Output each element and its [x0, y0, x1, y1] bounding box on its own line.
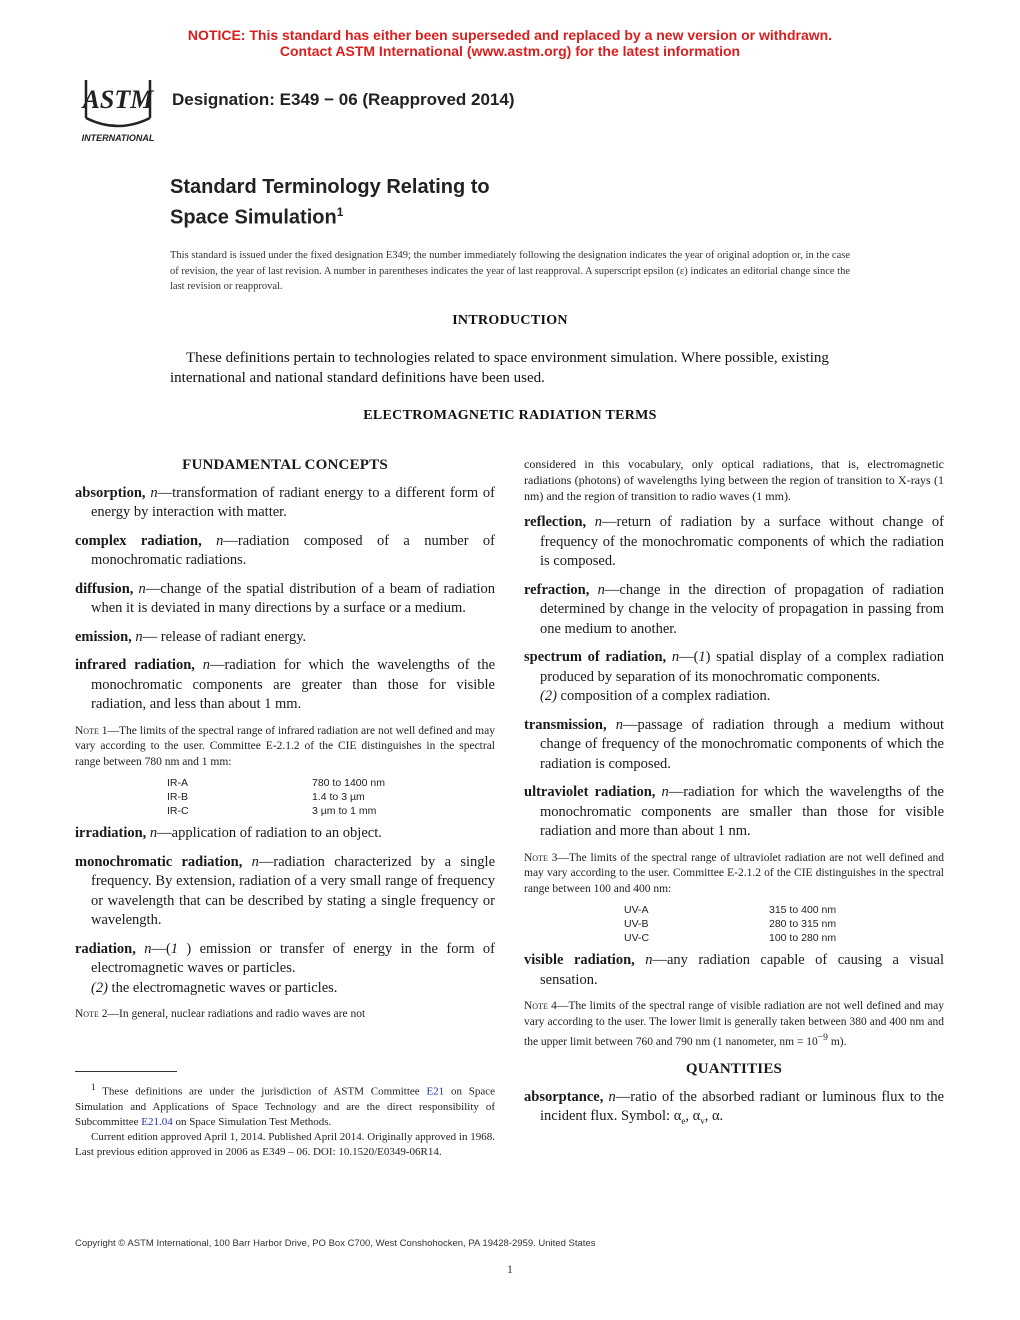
- term-name: diffusion,: [75, 580, 134, 597]
- logo-bottom-text: INTERNATIONAL: [81, 133, 155, 143]
- term-radiation-sense-2: [91, 979, 495, 999]
- symbol-subscript: e: [681, 1116, 686, 1127]
- introduction-heading: INTRODUCTION: [452, 313, 568, 328]
- term-name: refraction,: [524, 581, 590, 598]
- term-radiation: [75, 940, 495, 979]
- table-row: [167, 804, 385, 818]
- symbol: α: [692, 1108, 701, 1125]
- range-cell: 100 to 280 nm: [769, 932, 837, 944]
- right-column: [524, 456, 944, 1141]
- left-column: [75, 456, 495, 1029]
- committee-e21-link[interactable]: E21: [426, 1085, 445, 1098]
- quantities-heading: QUANTITIES: [685, 1061, 783, 1078]
- term-pos: n: [251, 853, 259, 870]
- fundamental-concepts-heading: FUNDAMENTAL CONCEPTS: [182, 457, 388, 473]
- term-transmission: [524, 716, 944, 775]
- note-label: Note 4: [524, 1000, 557, 1012]
- table-row: [167, 776, 385, 790]
- term-definition: ) spatial display of a complex radiation produced by separation of its monochromatic components.: [540, 649, 945, 685]
- term-irradiation: [75, 824, 495, 844]
- term-definition: —radiation for which the wavelengths of the monochromatic components are greater than those for visible radiation, and less than about 1 mm.: [91, 657, 496, 712]
- band-cell: IR-C: [167, 805, 189, 817]
- term-definition: the electromagnetic waves or particles.: [107, 979, 338, 996]
- note-1: [75, 724, 495, 771]
- term-pos: n: [594, 514, 603, 530]
- term-absorptance: [524, 1088, 944, 1132]
- term-definition: ) emission or transfer of energy in the form of electromagnetic waves or particles.: [91, 940, 495, 976]
- note-text: —The limits of the spectral range of ultraviolet radiation are not well defined and may vary according to the user. Committee E-2.1.2 of the CIE distinguishes in the spectral range between 100 and 400 nm:: [524, 851, 944, 895]
- title-line-2: Space Simulation: [170, 206, 337, 229]
- note-text: —The limits of the spectral range of infrared radiation are not well defined and may vary according to the user. Committee E-2.1.2 of the CIE distinguishes in the spectral range between 780 nm and 1 mm:: [75, 724, 495, 768]
- symbol: α: [711, 1108, 720, 1125]
- range-cell: 780 to 1400 nm: [312, 777, 385, 789]
- band-cell: UV-A: [624, 904, 649, 916]
- symbol-subscript: v: [700, 1116, 705, 1127]
- logo-top-text: ASTM: [82, 85, 154, 114]
- ultraviolet-range-table: [624, 903, 836, 945]
- term-definition: —transformation of radiant energy to a different form of energy by interaction with matter.: [91, 484, 496, 520]
- term-pos: n: [150, 484, 158, 501]
- table-row: [624, 917, 836, 931]
- footnote-mark: 1: [91, 1082, 96, 1092]
- band-cell: UV-B: [624, 918, 649, 930]
- terminator: .: [719, 1108, 724, 1125]
- subcommittee-e2104-link[interactable]: E21.04: [141, 1115, 173, 1128]
- term-spectrum-of-radiation: [524, 648, 944, 687]
- footnote-text: on Space Simulation and Applications of Space Technology and are the direct responsibility of Subcommittee: [75, 1085, 495, 1128]
- table-row: [167, 790, 385, 804]
- introduction-text: These definitions pertain to technologies related to space environment simulation. Where possible, existing international and national standard definitions have been used.: [170, 350, 829, 386]
- term-definition: —radiation for which the wavelengths of the monochromatic components are smaller than those for visible radiation and more than about 1 nm.: [540, 784, 944, 839]
- term-name: visible radiation,: [524, 952, 635, 968]
- band-cell: IR-B: [167, 791, 188, 803]
- term-name: emission,: [75, 628, 132, 645]
- note-4: [524, 999, 944, 1050]
- term-name: irradiation,: [75, 825, 147, 841]
- sense-number: 1: [170, 940, 179, 957]
- term-name: absorptance,: [524, 1088, 604, 1105]
- range-cell: 3 µm to 1 mm: [312, 805, 377, 817]
- range-cell: 1.4 to 3 µm: [312, 791, 365, 803]
- separator: ,: [704, 1108, 712, 1125]
- term-complex-radiation: [75, 532, 495, 571]
- term-pos: n: [645, 952, 653, 968]
- document-title: [170, 175, 490, 231]
- term-pos: n: [144, 940, 152, 957]
- footnote: [75, 1080, 495, 1160]
- term-absorption: [75, 484, 495, 523]
- astm-logo: [72, 74, 164, 144]
- term-emission: [75, 628, 495, 648]
- term-infrared-radiation: [75, 656, 495, 715]
- range-cell: 280 to 315 nm: [769, 918, 837, 930]
- term-definition: —radiation composed of a number of monochromatic radiations.: [91, 532, 496, 568]
- term-refraction: [524, 581, 944, 640]
- note-label: Note 2: [75, 1008, 108, 1020]
- term-name: transmission,: [524, 716, 607, 733]
- term-definition: —radiation characterized by a single frequency. By extension, radiation of a very small range of frequency or wavelength that can be described by stating a single frequency or wavelength.: [91, 853, 496, 928]
- term-reflection: [524, 513, 944, 572]
- note-3: [524, 851, 944, 898]
- term-name: radiation,: [75, 940, 136, 957]
- footnote-text: on Space Simulation Test Methods.: [172, 1115, 332, 1128]
- term-name: reflection,: [524, 514, 587, 530]
- term-definition: —ratio of the absorbed radiant or luminous flux to the incident flux. Symbol:: [540, 1088, 945, 1125]
- title-footnote-mark: 1: [336, 205, 344, 219]
- symbol: α: [673, 1108, 682, 1125]
- term-name: infrared radiation,: [75, 657, 195, 673]
- note-text: —The limits of the spectral range of visible radiation are not well defined and may vary according to the user. The lower limit is generally taken between 380 and 400 nm and the upper limit between 760 and 790 nm (1 nanometer, nm = 10: [524, 1000, 945, 1048]
- issued-note: This standard is issued under the fixed designation E349; the number immediately following the designation indicates the year of original adoption or, in the case of revision, the year of last revision. A number in parentheses indicates the year of last reapproval. A superscript epsilon (ε) indicates an editorial change since the last revision or reapproval.: [170, 250, 850, 292]
- term-spectrum-sense-2: [540, 687, 944, 707]
- superseded-notice: [0, 27, 1020, 59]
- footnote-edition: Current edition approved April 1, 2014. Published April 2014. Originally approved in 1968. Last previous edition approved in 2006 as E349 – 06. DOI: 10.1520/E0349-06R14.: [75, 1130, 495, 1158]
- footnote-jurisdiction: [75, 1080, 495, 1130]
- term-name: absorption,: [75, 484, 146, 501]
- term-name: ultraviolet radiation,: [524, 784, 656, 800]
- term-definition: —change of the spatial distribution of a beam of radiation when it is deviated in many directions by a surface or a medium.: [91, 580, 496, 616]
- term-name: spectrum of radiation,: [524, 649, 667, 665]
- term-pos: n: [202, 657, 210, 673]
- term-definition: — release of radiant energy.: [142, 628, 307, 645]
- sense-number: (2): [540, 688, 557, 704]
- page-number: 1: [507, 1262, 513, 1276]
- term-dash: —(: [679, 649, 699, 665]
- separator: ,: [685, 1108, 693, 1125]
- band-cell: IR-A: [167, 777, 188, 789]
- note-text: m).: [827, 1035, 847, 1048]
- table-row: [624, 931, 836, 945]
- title-line-1: Standard Terminology Relating to: [170, 176, 490, 198]
- term-pos: n: [608, 1088, 616, 1105]
- copyright: Copyright © ASTM International, 100 Barr Harbor Drive, PO Box C700, West Conshohocken, PA 19428-2959. United States: [75, 1238, 596, 1249]
- designation: Designation: E349 − 06 (Reapproved 2014): [172, 90, 515, 109]
- sense-number: (2): [91, 979, 108, 996]
- term-definition: —return of radiation by a surface without change of frequency of the monochromatic components of which the radiation is composed.: [540, 514, 944, 569]
- term-name: monochromatic radiation,: [75, 853, 243, 870]
- band-cell: UV-C: [624, 932, 650, 944]
- astm-logo-mark: [81, 80, 155, 126]
- term-diffusion: [75, 580, 495, 619]
- term-pos: n: [138, 580, 146, 597]
- term-pos: n: [661, 784, 669, 800]
- term-pos: n: [615, 716, 623, 733]
- term-name: complex radiation,: [75, 532, 202, 549]
- note-exponent: −9: [817, 1032, 828, 1043]
- range-cell: 315 to 400 nm: [769, 904, 837, 916]
- note-label: Note 3: [524, 851, 558, 864]
- table-row: [624, 903, 836, 917]
- term-definition: —any radiation capable of causing a visual sensation.: [540, 952, 944, 988]
- note-label: Note 1: [75, 724, 108, 737]
- term-pos: n: [216, 532, 224, 549]
- infrared-range-table: [167, 776, 385, 818]
- term-definition: —passage of radiation through a medium without change of frequency of the monochromatic components of which the radiation is composed.: [540, 716, 944, 772]
- notice-line-2: Contact ASTM International (www.astm.org) for the latest information: [279, 43, 741, 59]
- term-pos: n: [135, 628, 143, 645]
- term-monochromatic-radiation: [75, 853, 495, 931]
- term-pos: n: [149, 825, 158, 841]
- footnote-rule: [75, 1071, 177, 1072]
- term-definition: composition of a complex radiation.: [556, 688, 771, 704]
- notice-line-1: NOTICE: This standard has either been superseded and replaced by a new version or withdrawn.: [187, 27, 833, 43]
- term-visible-radiation: [524, 951, 944, 990]
- note-2-continuation: considered in this vocabulary, only optical radiations, that is, electromagnetic radiations (photons) of wavelengths lying between the region of transition to X-rays (1 nm) and the region of transition to radio waves (1 mm).: [524, 457, 944, 503]
- term-definition: —change in the direction of propagation of radiation determined by change in the velocity of propagation in passing from one medium to another.: [540, 581, 944, 637]
- note-text: —In general, nuclear radiations and radio waves are not: [107, 1008, 366, 1020]
- footnote-text: These definitions are under the jurisdiction of ASTM Committee: [102, 1085, 427, 1098]
- sense-number: 1: [698, 649, 706, 665]
- term-ultraviolet-radiation: [524, 783, 944, 842]
- note-2: [75, 1007, 495, 1023]
- section-heading: ELECTROMAGNETIC RADIATION TERMS: [363, 408, 657, 423]
- term-definition: —application of radiation to an object.: [157, 825, 382, 841]
- introduction-body: [170, 348, 850, 388]
- term-dash: —(: [151, 940, 171, 957]
- term-pos: n: [671, 649, 680, 665]
- term-pos: n: [597, 581, 605, 598]
